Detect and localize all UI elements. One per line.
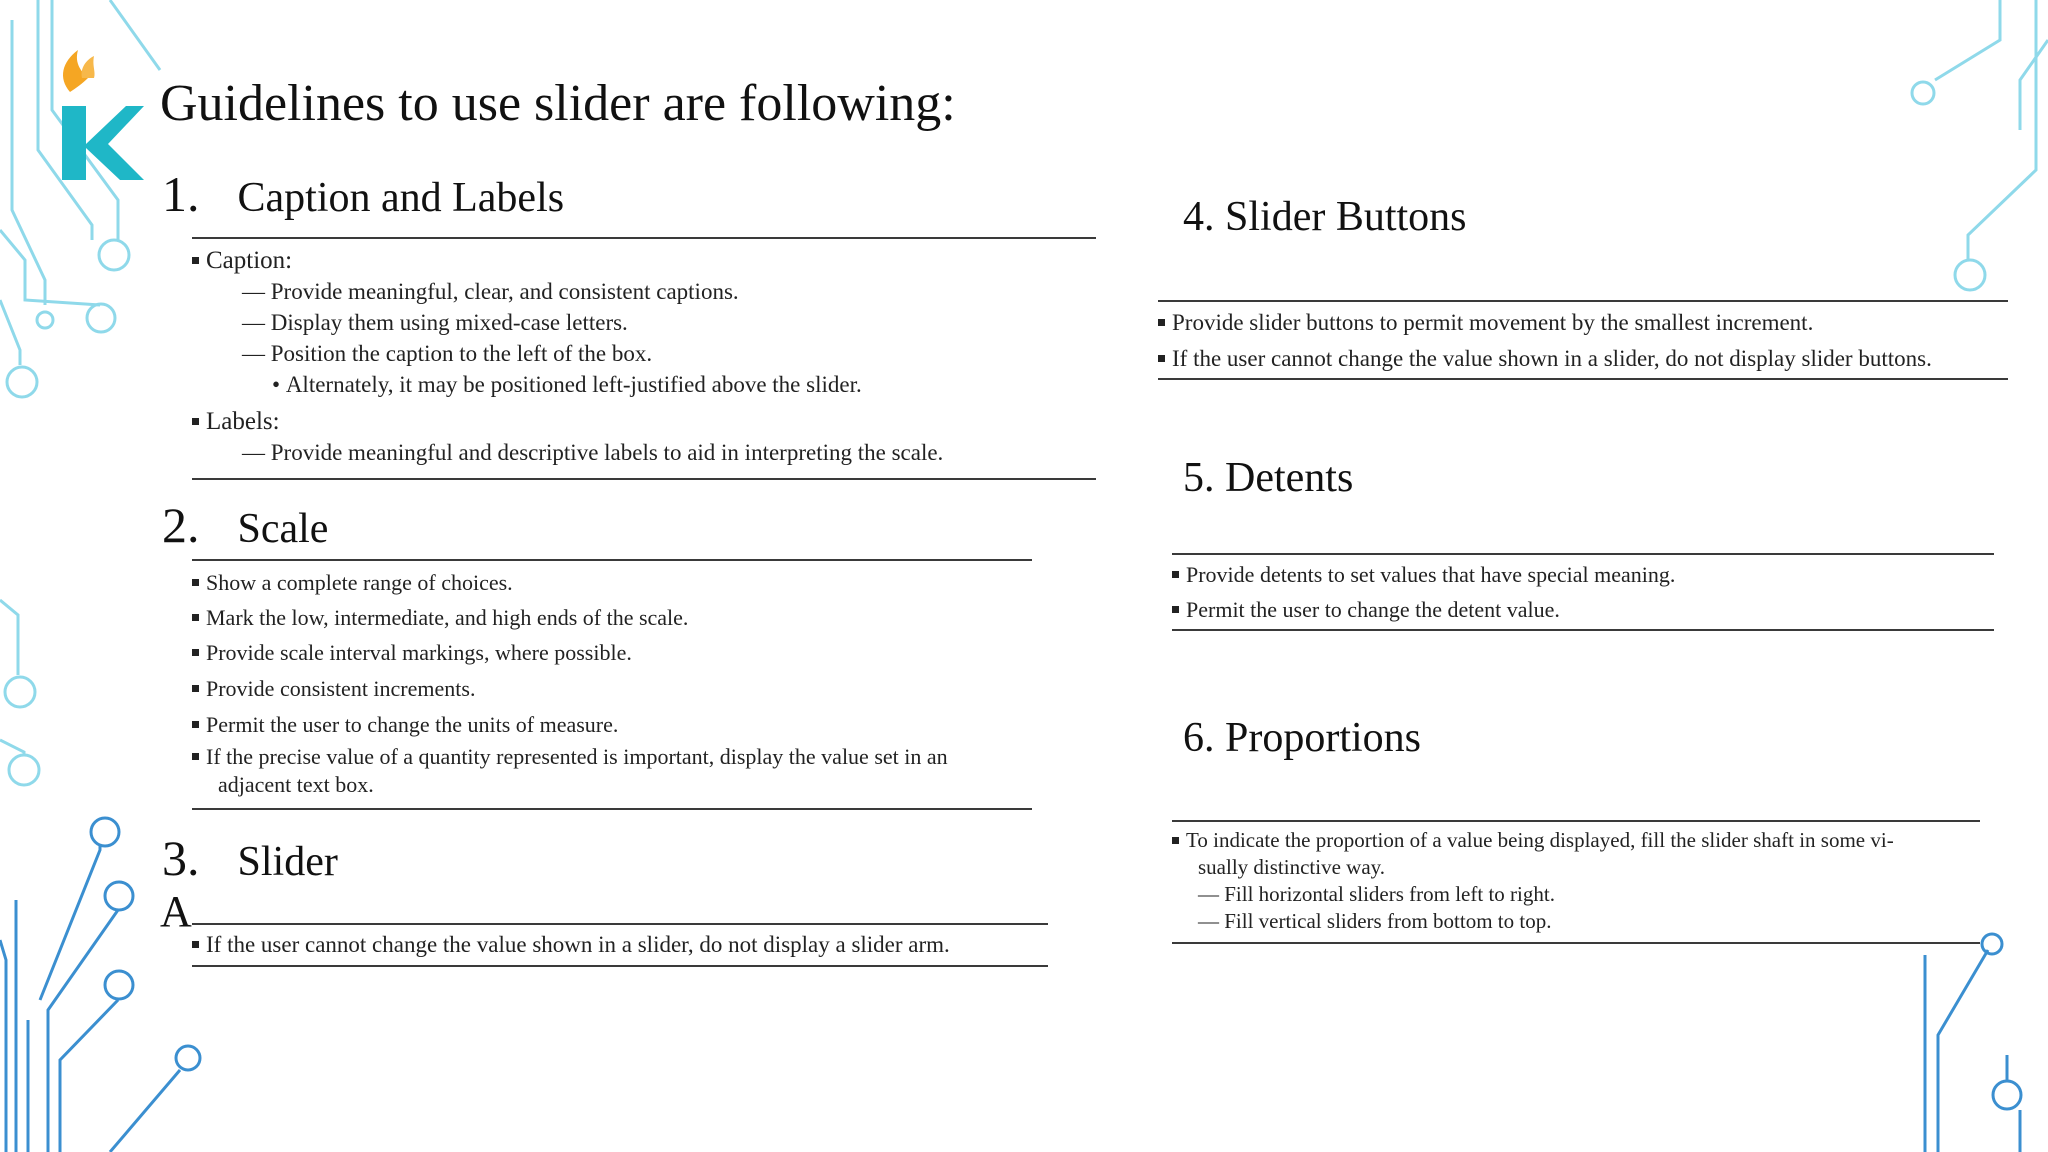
list-item: Provide consistent increments. bbox=[192, 671, 948, 707]
section-detents-heading: 5. Detents bbox=[1183, 455, 1354, 501]
list-item-continued: sually distinctive way. bbox=[1198, 855, 1386, 879]
proportions-list bbox=[1172, 827, 1894, 935]
section-name: Caption and Labels bbox=[237, 175, 565, 221]
list-item: Provide detents to set values that have special meaning. bbox=[1172, 557, 1675, 592]
divider bbox=[192, 237, 1096, 239]
scale-list bbox=[192, 565, 948, 799]
divider bbox=[192, 923, 1048, 925]
slider-list bbox=[192, 929, 950, 960]
section-slider-heading bbox=[162, 830, 338, 890]
divider bbox=[1172, 942, 1980, 944]
list-item: Mark the low, intermediate, and high ends of the scale. bbox=[192, 600, 948, 635]
section-number: 1. bbox=[162, 166, 200, 222]
list-item: — Provide meaningful, clear, and consistent captions. bbox=[192, 276, 943, 307]
slider-subheading: A bbox=[160, 887, 192, 936]
list-item: Labels: bbox=[192, 406, 943, 437]
list-item: — Display them using mixed-case letters. bbox=[192, 307, 943, 338]
logo-icon bbox=[52, 44, 144, 188]
list-item: If the user cannot change the value shown in a slider, do not display slider buttons. bbox=[1158, 341, 1932, 377]
list-item: Caption: bbox=[192, 245, 943, 276]
divider bbox=[1172, 553, 1994, 555]
list-item: Provide slider buttons to permit movement by the smallest increment. bbox=[1158, 305, 1932, 341]
page-title: Guidelines to use slider are following: bbox=[160, 75, 956, 132]
section-scale-heading bbox=[162, 497, 328, 557]
divider bbox=[1172, 820, 1980, 822]
section-slider-buttons-heading: 4. Slider Buttons bbox=[1183, 194, 1467, 240]
list-item: If the precise value of a quantity represented is important, display the value set in an bbox=[192, 743, 948, 771]
section-number: 2. bbox=[162, 497, 200, 553]
divider bbox=[192, 559, 1032, 561]
divider bbox=[192, 808, 1032, 810]
list-item: Permit the user to change the detent value. bbox=[1172, 592, 1675, 627]
divider bbox=[1158, 378, 2008, 380]
list-item: — Provide meaningful and descriptive labels to aid in interpreting the scale. bbox=[192, 437, 943, 468]
section-caption-labels-heading bbox=[162, 166, 564, 226]
section-name: Slider bbox=[237, 839, 338, 885]
section-name: Scale bbox=[237, 506, 329, 552]
list-item: Show a complete range of choices. bbox=[192, 565, 948, 600]
caption-labels-list bbox=[192, 245, 943, 468]
detents-list bbox=[1172, 557, 1675, 627]
list-item: — Fill vertical sliders from bottom to top. bbox=[1172, 908, 1894, 935]
divider bbox=[192, 965, 1048, 967]
slider-buttons-list bbox=[1158, 305, 1932, 377]
list-item-continued: adjacent text box. bbox=[218, 772, 374, 797]
section-number: 3. bbox=[162, 830, 200, 886]
list-item: Permit the user to change the units of measure. bbox=[192, 707, 948, 743]
list-item: Provide scale interval markings, where possible. bbox=[192, 635, 948, 671]
divider bbox=[192, 478, 1096, 480]
list-item: To indicate the proportion of a value being displayed, fill the slider shaft in some vi- bbox=[1172, 827, 1894, 854]
list-item: — Position the caption to the left of the box. bbox=[192, 338, 943, 369]
list-item: • Alternately, it may be positioned left-justified above the slider. bbox=[192, 369, 943, 400]
list-item: If the user cannot change the value shown in a slider, do not display a slider arm. bbox=[192, 929, 950, 960]
divider bbox=[1172, 629, 1994, 631]
list-item: — Fill horizontal sliders from left to right. bbox=[1172, 881, 1894, 908]
divider bbox=[1158, 300, 2008, 302]
section-proportions-heading: 6. Proportions bbox=[1183, 715, 1422, 761]
